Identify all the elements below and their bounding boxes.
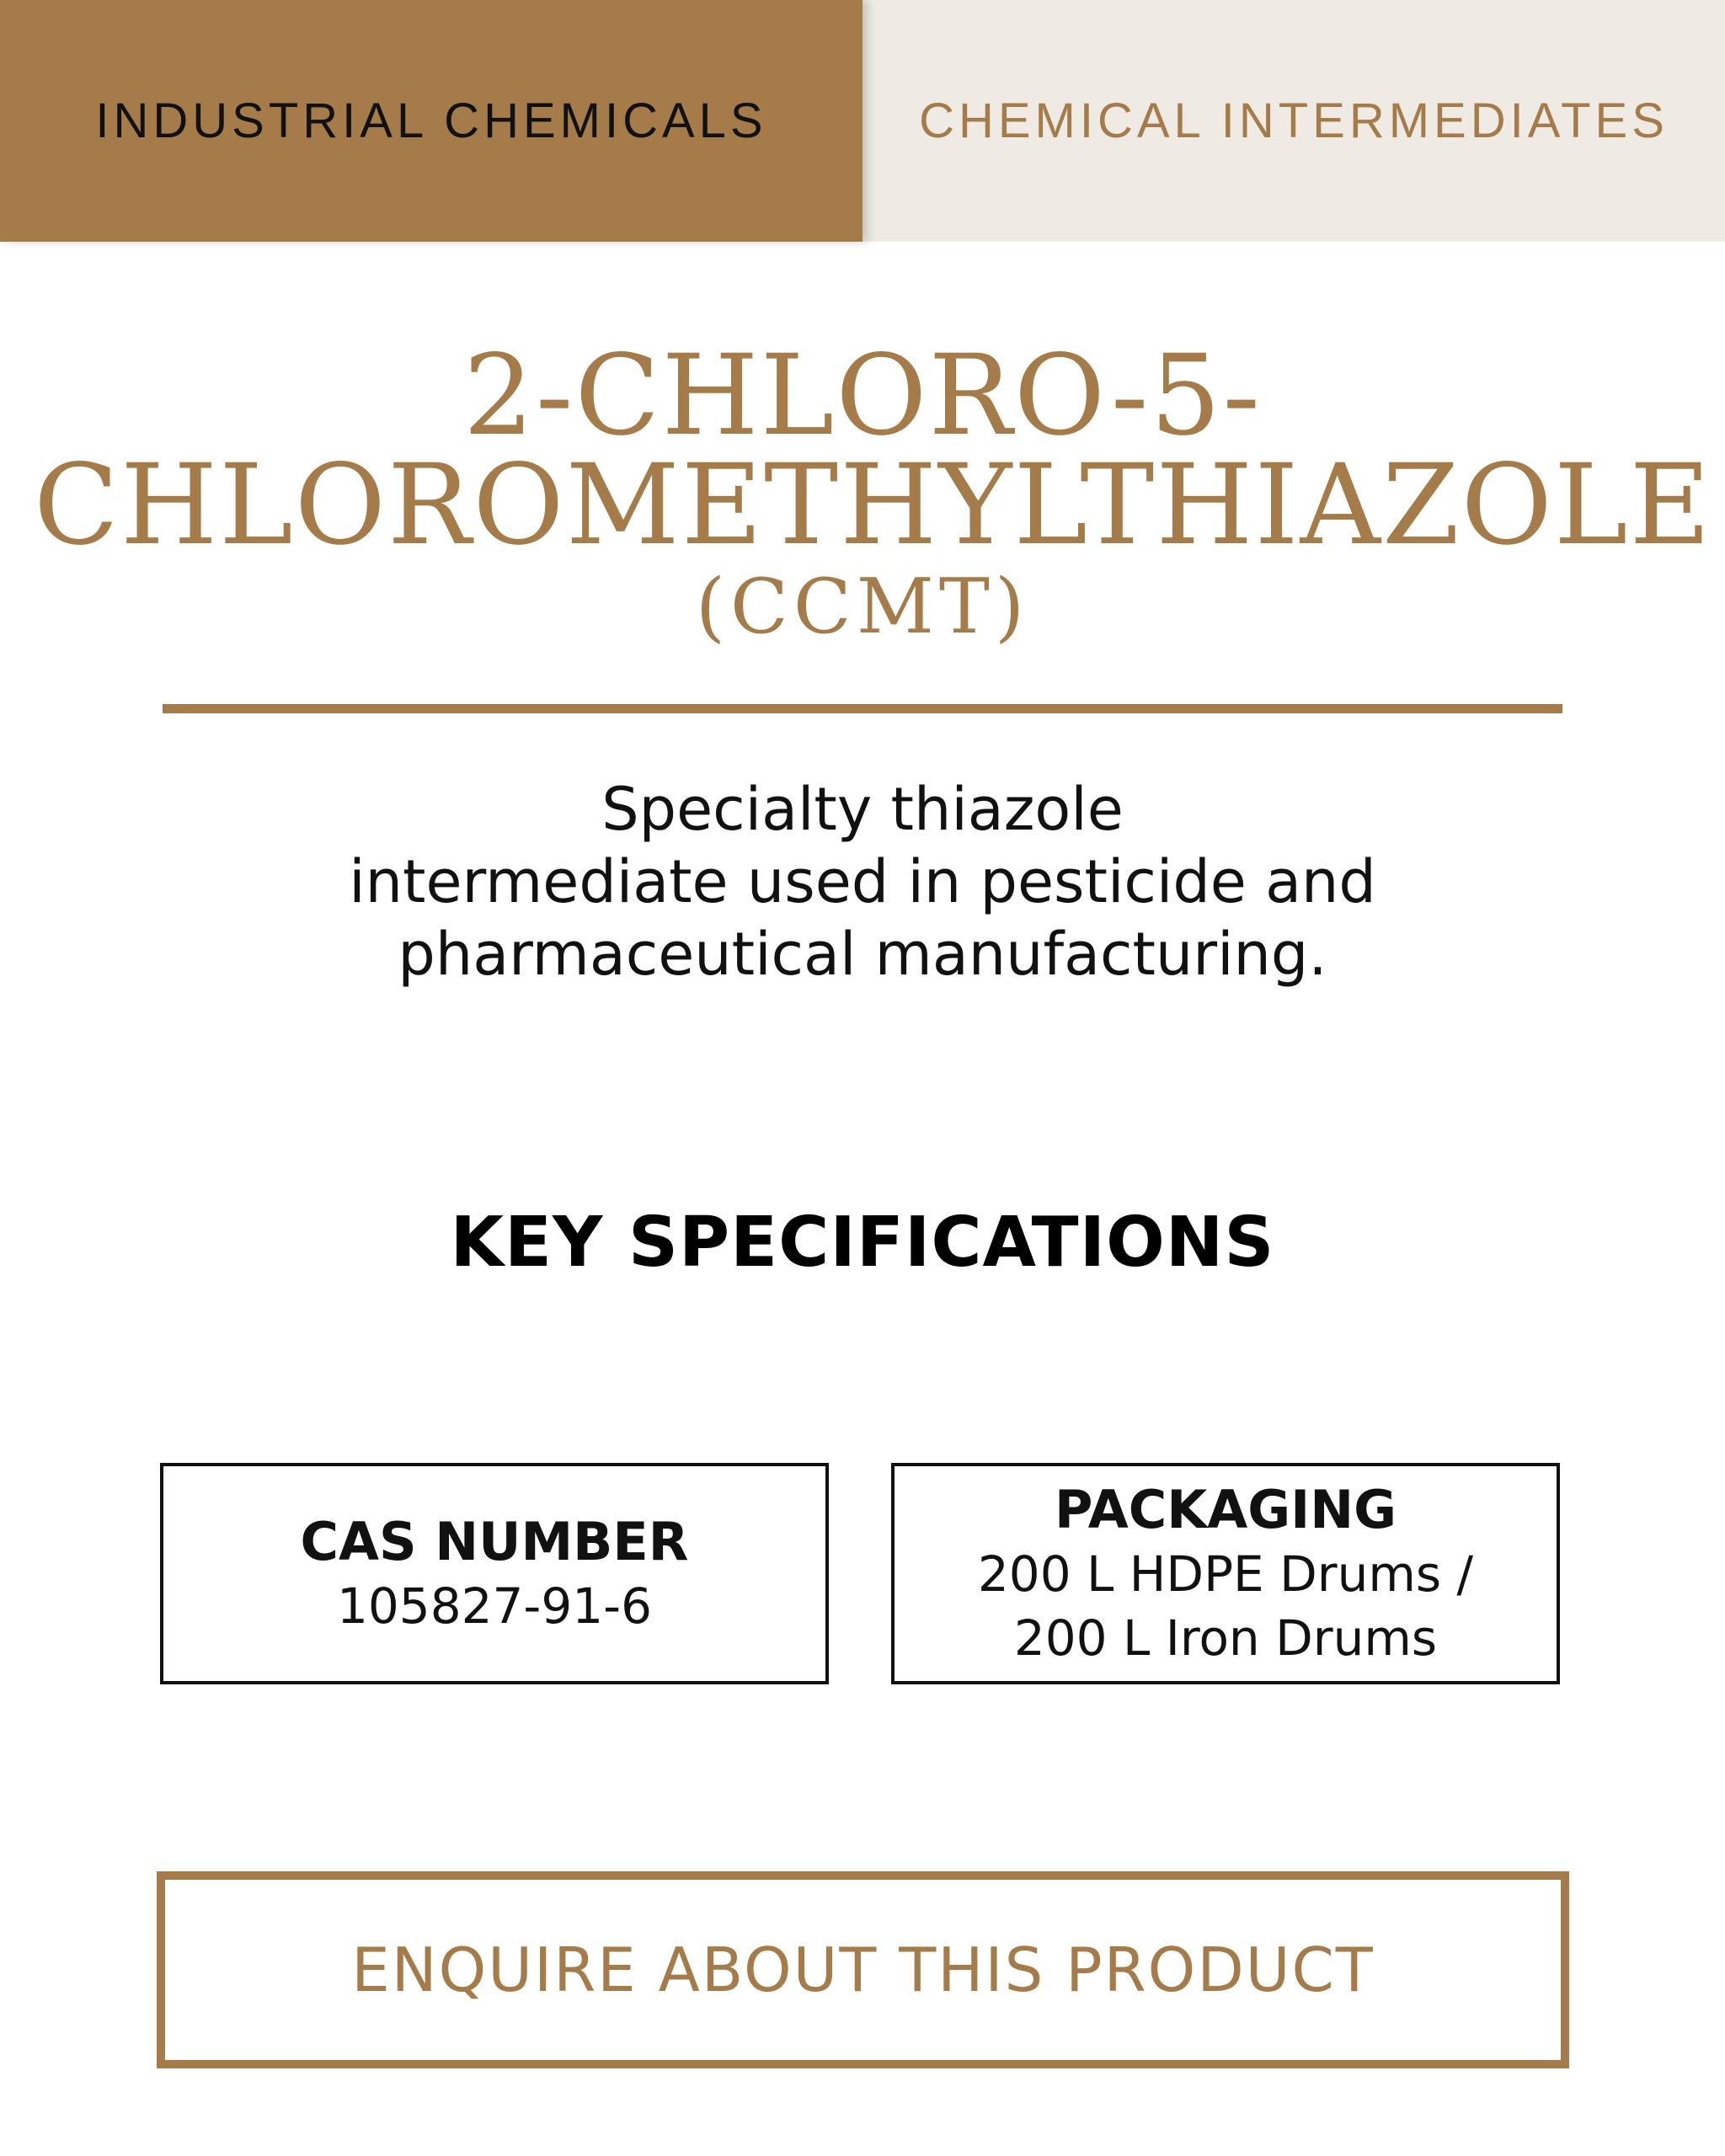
cas-number-card — [160, 1463, 829, 1684]
enquire-button-label: ENQUIRE ABOUT THIS PRODUCT — [351, 1935, 1375, 2005]
tab-label: INDUSTRIAL CHEMICALS — [95, 93, 767, 148]
product-title — [34, 331, 1712, 654]
packaging-card — [891, 1463, 1560, 1684]
packaging-value-line-1: 200 L HDPE Drums / — [977, 1545, 1474, 1603]
title-divider — [163, 704, 1562, 713]
packaging-value-line-2: 200 L Iron Drums — [1013, 1609, 1438, 1667]
description-line-2: intermediate used in pesticide and — [349, 847, 1376, 916]
product-title-abbreviation: (CCMT) — [695, 563, 1030, 651]
product-title-line-2: CHLOROMETHYLTHIAZOLE — [34, 440, 1712, 570]
description-line-1: Specialty thiazole — [601, 775, 1124, 844]
key-specifications-heading: KEY SPECIFICATIONS — [450, 1203, 1275, 1283]
cas-number-label: CAS NUMBER — [300, 1510, 689, 1572]
tab-label: CHEMICAL INTERMEDIATES — [919, 93, 1669, 148]
category-tabs — [0, 0, 1725, 242]
tab-chemical-intermediates[interactable] — [862, 0, 1725, 242]
cas-number-value: 105827-91-6 — [337, 1577, 652, 1635]
description-line-3: pharmaceutical manufacturing. — [398, 920, 1327, 989]
product-title-line-1: 2-CHLORO-5- — [462, 331, 1263, 461]
tab-industrial-chemicals[interactable] — [0, 0, 862, 242]
enquire-button[interactable] — [157, 1871, 1569, 2068]
packaging-label: PACKAGING — [1055, 1478, 1397, 1540]
product-description — [253, 773, 1472, 990]
